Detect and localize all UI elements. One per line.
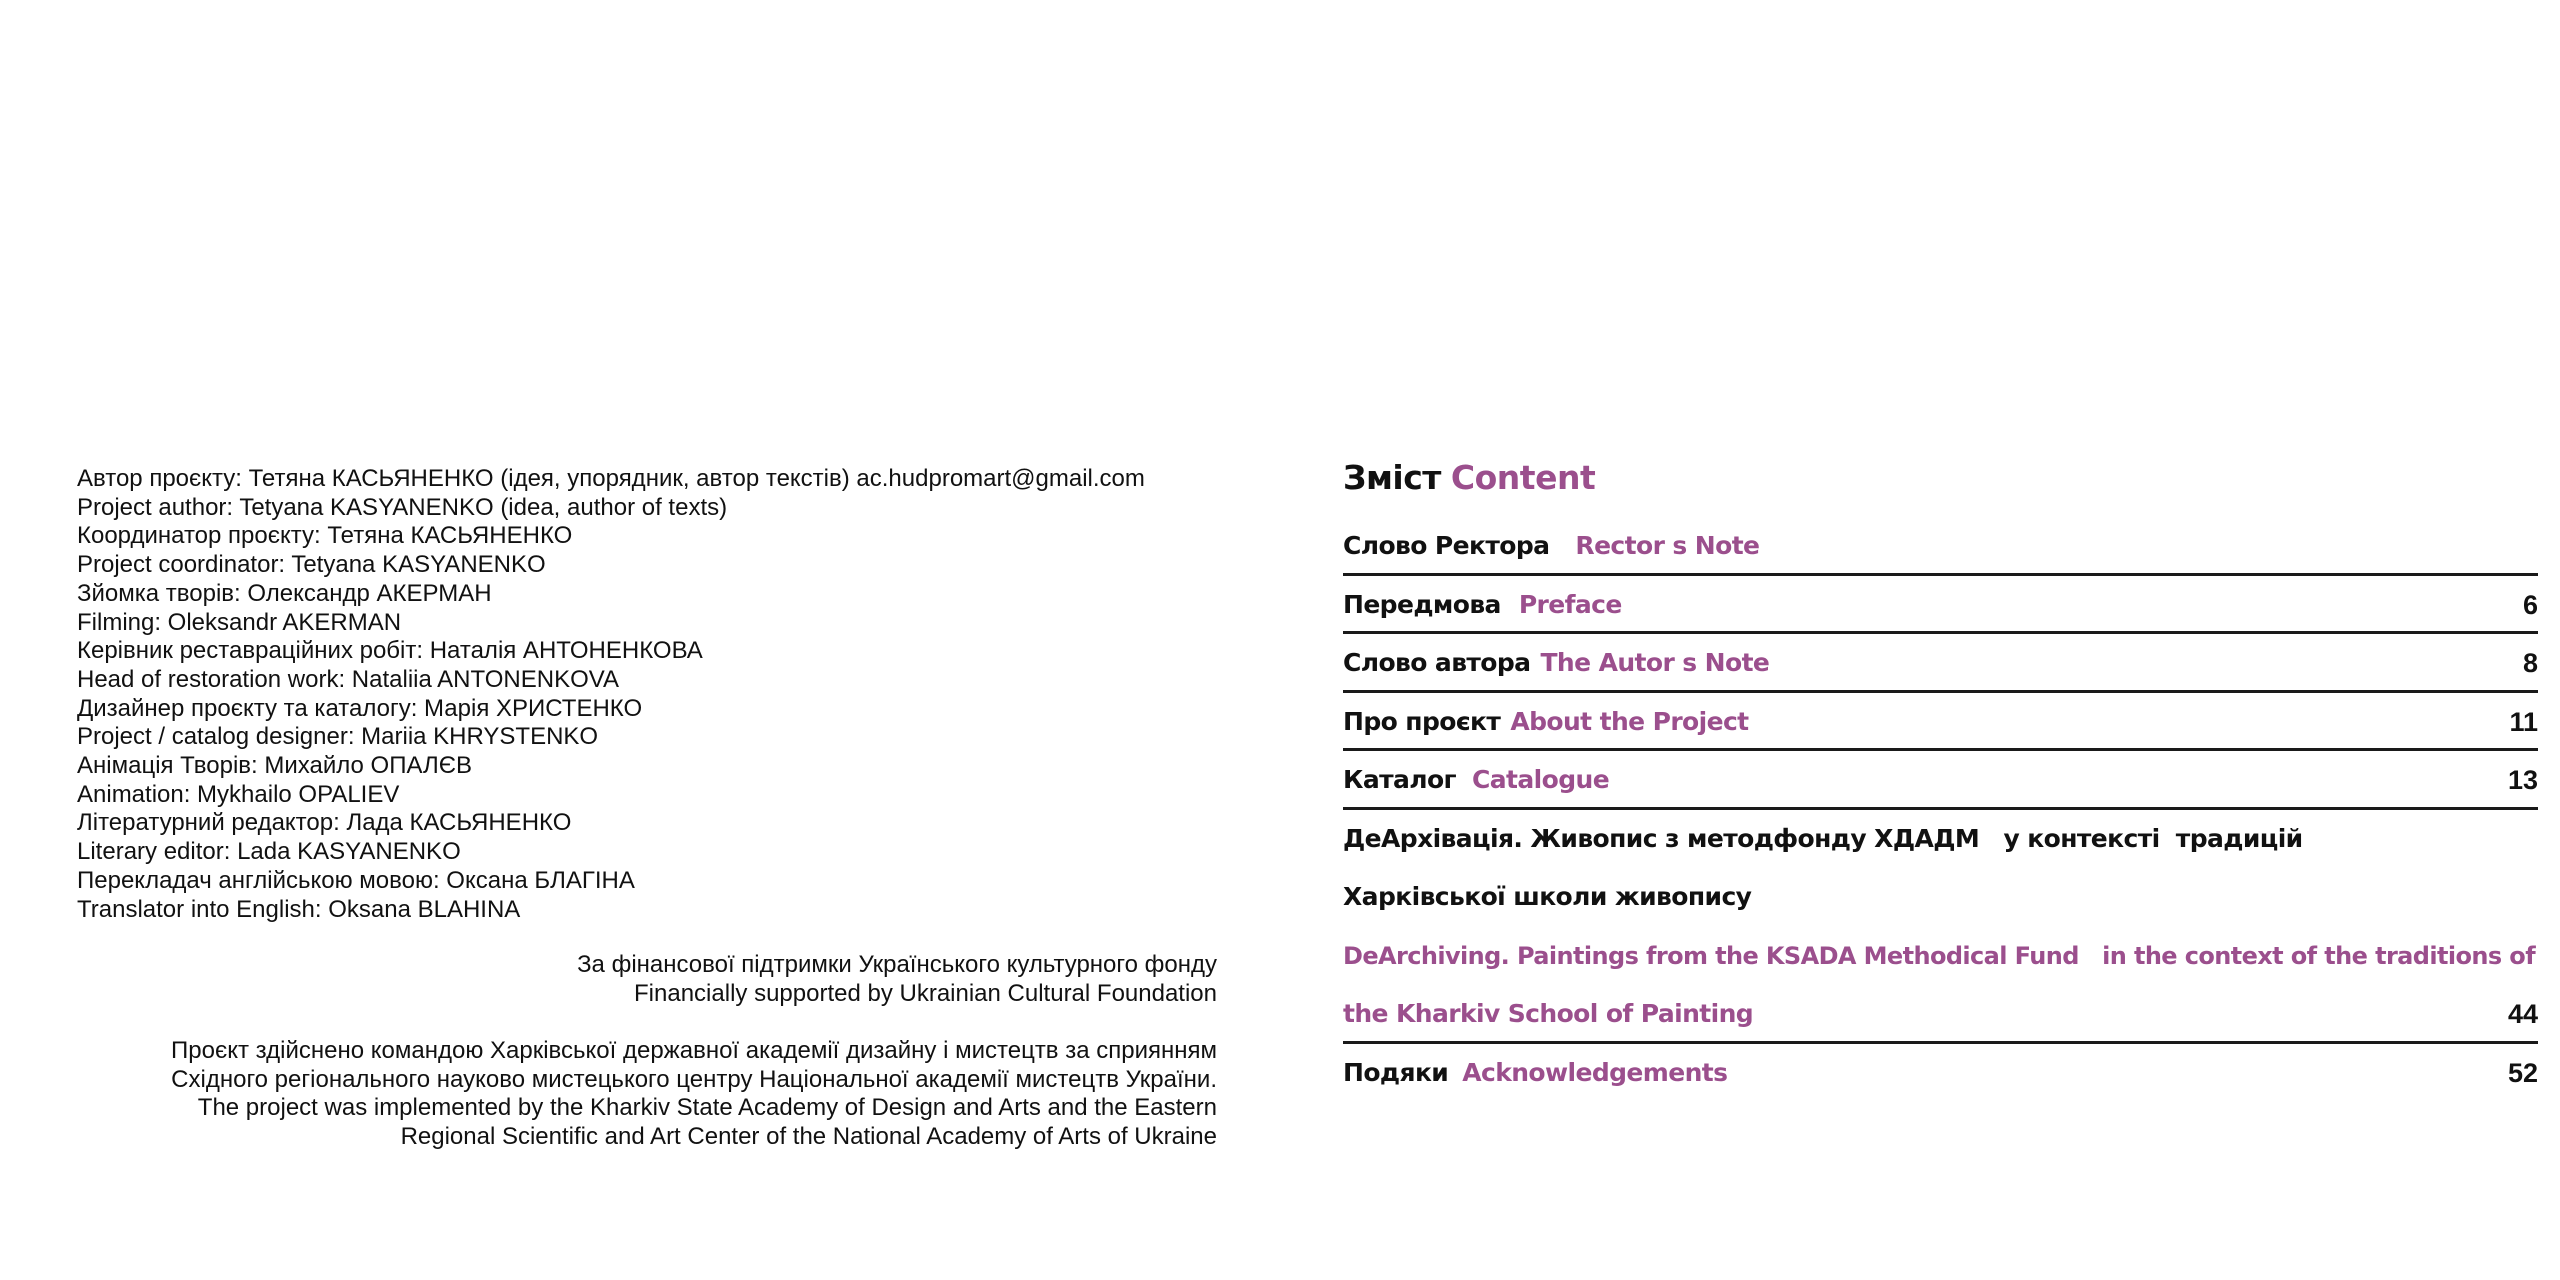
toc-entry-page: 13 xyxy=(2507,765,2538,795)
toc-entry-page: 11 xyxy=(2509,706,2538,737)
toc-subentry-ua-line1: ДеАрхівація. Живопис з методфонду ХДАДМ у контексті традицій xyxy=(1343,823,2303,853)
toc-subentry-ua-line2: Харківської школи живопису xyxy=(1343,882,1752,911)
toc-entry-rector-note[interactable] xyxy=(1343,517,2538,576)
implementation-note xyxy=(77,1037,1217,1152)
toc-title-ua: Зміст xyxy=(1343,458,1441,497)
credit-line: Анімація Творів: Михайло ОПАЛЄВ xyxy=(77,752,473,780)
credit-line: Автор проєкту: Тетяна КАСЬЯНЕНКО (ідея, упорядник, автор текстів) ac.hudpromart@gmail.com xyxy=(77,465,1145,492)
toc-entry-ua: Слово автора xyxy=(1343,648,1531,677)
table-of-contents xyxy=(1343,455,2538,1102)
toc-entry-ua: Каталог xyxy=(1343,765,1457,794)
toc-entry-en: Catalogue xyxy=(1472,765,1610,794)
credit-line: Animation: Mykhailo OPALIEV xyxy=(77,780,400,808)
funding-line: Financially supported by Ukrainian Cultural Foundation xyxy=(634,979,1217,1007)
implementation-line: Regional Scientific and Art Center of the National Academy of Arts of Ukraine xyxy=(400,1123,1217,1151)
credits-list xyxy=(77,465,1227,924)
toc-entry-page: 8 xyxy=(2522,648,2538,678)
toc-subentry-en-line1: DeArchiving. Paintings from the KSADA Methodical Fund in the context of the traditions of xyxy=(1343,941,2536,970)
implementation-line: Проєкт здійснено командою Харківської державної академії дизайну і мистецтв за сприянням xyxy=(171,1037,1217,1064)
toc-entry-ua: Про проєкт xyxy=(1343,706,1501,736)
toc-title-en: Content xyxy=(1450,458,1596,497)
toc-entry-page: 44 xyxy=(2507,999,2538,1029)
toc-entry-en: Acknowledgements xyxy=(1462,1057,1728,1087)
toc-entry-preface[interactable] xyxy=(1343,576,2538,635)
credit-line: Head of restoration work: Nataliia ANTONENKOVA xyxy=(77,665,619,693)
funding-line: За фінансової підтримки Українського культурного фонду xyxy=(577,951,1217,978)
implementation-line: Східного регіонального науково мистецького центру Національної академії мистецтв України. xyxy=(171,1065,1217,1093)
toc-entry-en: Preface xyxy=(1518,589,1622,619)
credit-line: Project author: Tetyana KASYANENKO (idea, author of texts) xyxy=(77,493,728,521)
credit-line: Filming: Oleksandr AKERMAN xyxy=(77,608,402,636)
credit-line: Literary editor: Lada KASYANENKO xyxy=(77,838,461,866)
credit-line: Project / catalog designer: Mariia KHRYSTENKO xyxy=(77,723,599,751)
credit-line: Перекладач англійською мовою: Оксана БЛАГІНА xyxy=(77,866,635,894)
toc-entry-acknowledgements[interactable] xyxy=(1343,1044,2538,1103)
credit-line: Зйомка творів: Олександр АКЕРМАН xyxy=(77,579,492,607)
funding-note xyxy=(77,951,1217,1008)
credit-line: Координатор проєкту: Тетяна КАСЬЯНЕНКО xyxy=(77,522,573,550)
toc-entry-ua: Подяки xyxy=(1343,1057,1449,1087)
toc-entry-en: The Autor s Note xyxy=(1540,648,1770,677)
toc-entry-about-project[interactable] xyxy=(1343,693,2538,752)
toc-entry-ua: Передмова xyxy=(1343,589,1501,619)
implementation-line: The project was implemented by the Kharkiv State Academy of Design and Arts and the Eastern xyxy=(197,1094,1217,1122)
toc-title xyxy=(1343,455,2538,501)
toc-entry-en: About the Project xyxy=(1510,706,1749,736)
toc-subentry-en-line2: the Kharkiv School of Painting 44 xyxy=(1343,985,2538,1044)
credit-line: Project coordinator: Tetyana KASYANENKO xyxy=(77,551,546,579)
toc-entry-catalogue[interactable] xyxy=(1343,751,2538,810)
toc-entry-ua: Слово Ректора xyxy=(1343,531,1550,560)
toc-entry-dearchiving[interactable] xyxy=(1343,810,2538,1044)
credit-line: Літературний редактор: Лада КАСЬЯНЕНКО xyxy=(77,809,572,837)
credit-line: Translator into English: Oksana BLAHINA xyxy=(77,895,521,923)
toc-entry-page: 52 xyxy=(2507,1057,2538,1088)
credit-line: Дизайнер проєкту та каталогу: Марія ХРИСТЕНКО xyxy=(77,694,643,722)
toc-entry-author-note[interactable] xyxy=(1343,634,2538,693)
toc-entry-en: Rector s Note xyxy=(1575,531,1760,560)
credit-line: Керівник реставраційних робіт: Наталія АНТОНЕНКОВА xyxy=(77,637,703,665)
toc-entry-page: 6 xyxy=(2522,589,2538,620)
